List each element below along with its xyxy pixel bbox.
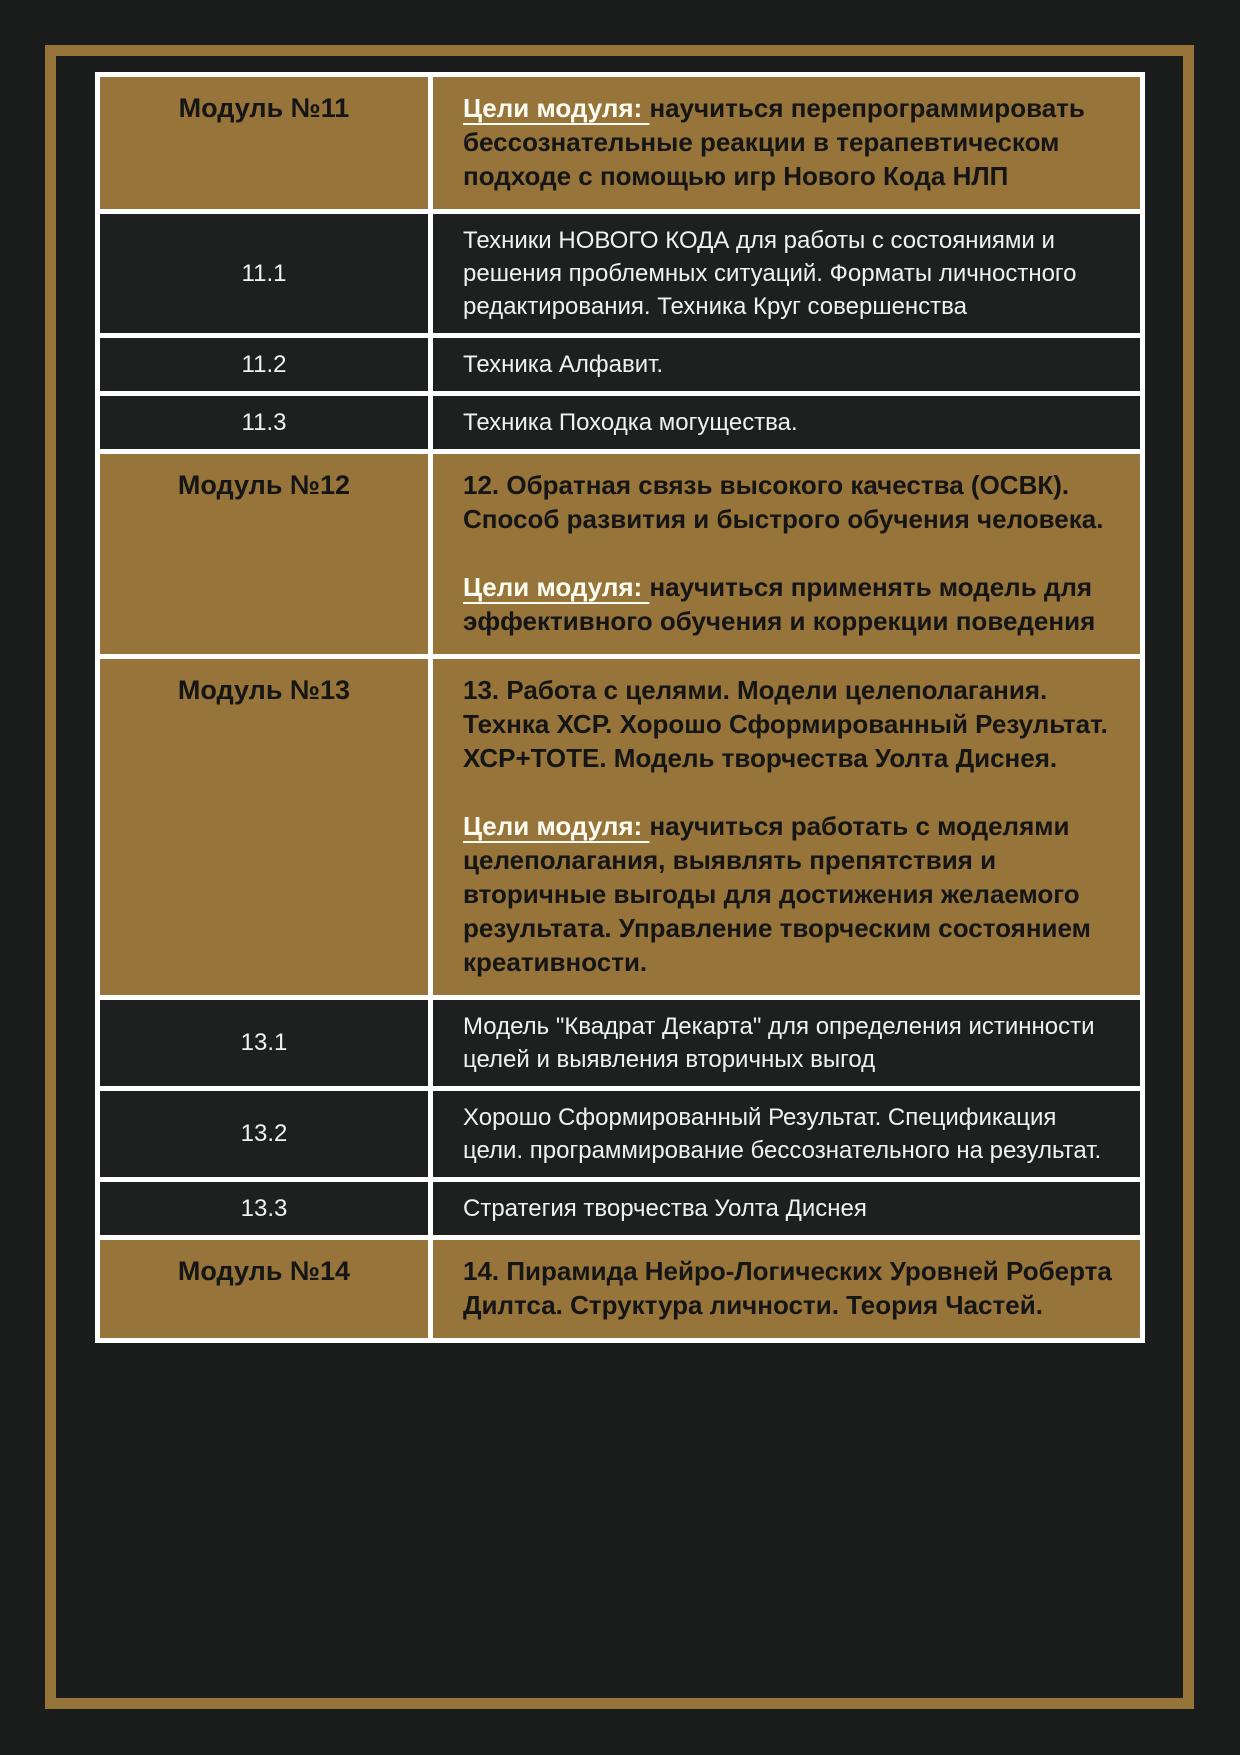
module-goal-lead: Цели модуля: [463, 93, 650, 123]
item-number-cell [100, 1182, 428, 1235]
module-paragraph-text: 14. Пирамида Нейро-Логических Уровней Роберта Дилтса. Структура личности. Теория Частей. [463, 1256, 1112, 1320]
item-number-cell [100, 1000, 428, 1086]
module-label: Модуль №13 [177, 675, 351, 705]
item-number-cell [100, 214, 428, 333]
module-description-cell [433, 659, 1140, 995]
item-text: Техника Алфавит. [463, 351, 664, 378]
item-description-cell [433, 214, 1140, 333]
module-goal-lead: Цели модуля: [463, 572, 650, 602]
module-label-cell [100, 454, 428, 654]
item-description-cell [433, 1182, 1140, 1235]
module-paragraph [463, 1254, 1116, 1322]
module-label-cell [100, 1240, 428, 1338]
item-description-cell [433, 338, 1140, 391]
item-text: Стратегия творчества Уолта Диснея [463, 1195, 867, 1222]
modules-table [95, 72, 1145, 1343]
module-label: Модуль №14 [177, 1256, 351, 1286]
module-label: Модуль №11 [178, 93, 350, 123]
item-description-cell [433, 396, 1140, 449]
item-description-cell [433, 1000, 1140, 1086]
module-paragraph [463, 809, 1116, 979]
item-description-cell [433, 1091, 1140, 1177]
module-description-cell [433, 1240, 1140, 1338]
item-number: 13.3 [240, 1194, 288, 1222]
item-text: Хорошо Сформированный Результат. Спецификация цели. программирование бессознательного на результат. [463, 1104, 1102, 1164]
item-number: 11.2 [241, 350, 287, 378]
module-label-cell [100, 659, 428, 995]
item-number: 13.2 [240, 1120, 288, 1147]
module-description-cell [433, 454, 1140, 654]
module-paragraph-text: 12. Обратная связь высокого качества (ОСВК). Способ развития и быстрого обучения человека. [463, 470, 1104, 534]
module-paragraph-text: научиться перепрограммировать бессознательные реакции в терапевтическом подходе с помощью игр Нового Кода НЛП [463, 93, 1085, 191]
module-label: Модуль №12 [177, 470, 351, 500]
item-text: Техники НОВОГО КОДА для работы с состояниями и решения проблемных ситуаций. Форматы личностного редактирования. Техника Круг совершенства [463, 227, 1077, 320]
module-paragraph [463, 673, 1116, 775]
module-paragraph [463, 570, 1116, 638]
item-number-cell [100, 1091, 428, 1177]
item-number-cell [100, 338, 428, 391]
module-paragraph-text: 13. Работа с целями. Модели целеполагания. Технка ХСР. Хорошо Сформированный Результат. ХСР+ТОТЕ. Модель творчества Уолта Диснея. [463, 675, 1108, 773]
module-paragraph-text: научиться работать с моделями целеполагания, выявлять препятствия и вторичные выгоды для достижения желаемого результата. Управление творческим состоянием креативности. [463, 811, 1091, 977]
item-number: 11.1 [241, 259, 287, 287]
item-text: Модель "Квадрат Декарта" для определения истинности целей и выявления вторичных выгод [463, 1013, 1095, 1073]
module-paragraph [463, 468, 1116, 536]
item-number: 11.3 [241, 408, 287, 436]
module-paragraph [463, 91, 1116, 193]
module-description-cell [433, 77, 1140, 209]
item-text: Техника Походка могущества. [463, 409, 798, 436]
module-goal-lead: Цели модуля: [463, 811, 650, 841]
item-number-cell [100, 396, 428, 449]
item-number: 13.1 [240, 1029, 288, 1056]
module-paragraph-text: научиться применять модель для эффективного обучения и коррекции поведения [463, 572, 1096, 636]
module-label-cell [100, 77, 428, 209]
